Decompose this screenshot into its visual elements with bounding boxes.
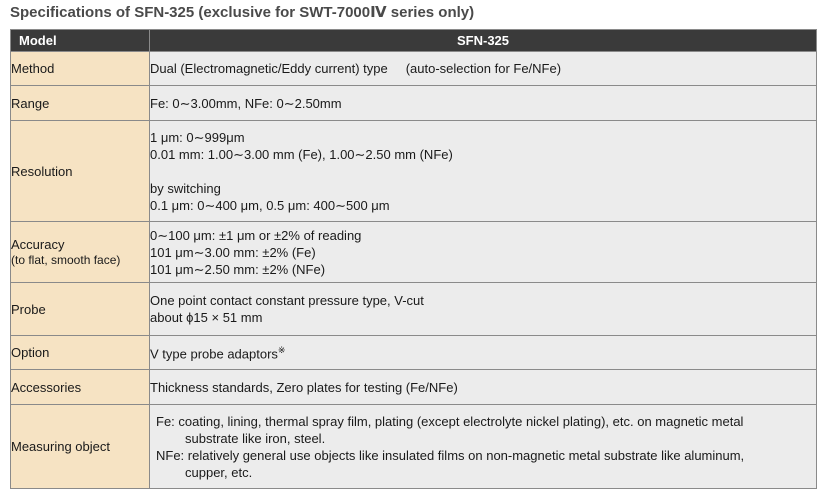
measuring-object-fe-cont: substrate like iron, steel.	[185, 430, 326, 446]
header-model-value: SFN-325	[150, 30, 817, 52]
accuracy-label-cell	[11, 222, 150, 283]
accuracy-label: Accuracy	[11, 237, 65, 252]
accuracy-line-3: 101 μm∼2.50 mm: ±2% (NFe)	[150, 261, 326, 277]
range-value: Fe: 0∼3.00mm, NFe: 0∼2.50mm	[150, 86, 817, 121]
measuring-object-label: Measuring object	[11, 405, 150, 489]
resolution-line-3: by switching	[150, 180, 221, 196]
accuracy-line-1: 0∼100 μm: ±1 μm or ±2% of reading	[150, 227, 362, 243]
row-accuracy	[11, 222, 817, 283]
option-value-cell	[150, 336, 817, 370]
resolution-line-2: 0.01 mm: 1.00∼3.00 mm (Fe), 1.00∼2.50 mm (NFe)	[150, 146, 453, 162]
spec-table	[10, 29, 817, 489]
row-resolution	[11, 121, 817, 222]
resolution-line-4: 0.1 μm: 0∼400 μm, 0.5 μm: 400∼500 μm	[150, 197, 390, 213]
measuring-object-value-cell	[150, 405, 817, 489]
probe-line-2: about ϕ15 × 51 mm	[150, 310, 263, 325]
measuring-object-nfe-cont: cupper, etc.	[185, 464, 253, 480]
header-model-label: Model	[11, 30, 150, 52]
row-measuring-object	[11, 405, 817, 489]
method-value: Dual (Electromagnetic/Eddy current) type	[150, 61, 388, 76]
resolution-line-1: 1 μm: 0∼999μm	[150, 129, 245, 145]
accessories-value: Thickness standards, Zero plates for testing (Fe/NFe)	[150, 370, 817, 405]
option-note-mark: ※	[277, 345, 286, 356]
page-title: Specifications of SFN-325 (exclusive for SWT-7000Ⅳ series only)	[10, 4, 475, 21]
row-accessories	[11, 370, 817, 405]
accuracy-line-2: 101 μm∼3.00 mm: ±2% (Fe)	[150, 244, 316, 260]
accuracy-sublabel: (to flat, smooth face)	[11, 253, 121, 267]
table-header-row	[11, 30, 817, 52]
probe-label: Probe	[11, 283, 150, 336]
row-option	[11, 336, 817, 370]
accuracy-value-cell	[150, 222, 817, 283]
row-range	[11, 86, 817, 121]
resolution-value-cell	[150, 121, 817, 222]
row-probe	[11, 283, 817, 336]
measuring-object-fe: Fe: coating, lining, thermal spray film, plating (except electrolyte nickel plating), etc. on magnetic metal	[156, 413, 744, 429]
accessories-label: Accessories	[11, 370, 150, 405]
method-label: Method	[11, 52, 150, 86]
method-value-cell	[150, 52, 817, 86]
row-method	[11, 52, 817, 86]
resolution-label: Resolution	[11, 121, 150, 222]
method-note: (auto-selection for Fe/NFe)	[405, 61, 562, 76]
option-value: V type probe adaptors	[150, 346, 278, 362]
option-label: Option	[11, 336, 150, 370]
probe-line-1: One point contact constant pressure type, V-cut	[150, 293, 424, 308]
probe-value-cell	[150, 283, 817, 336]
range-label: Range	[11, 86, 150, 121]
measuring-object-nfe: NFe: relatively general use objects like insulated films on non-magnetic metal substrate like aluminum,	[156, 447, 745, 463]
